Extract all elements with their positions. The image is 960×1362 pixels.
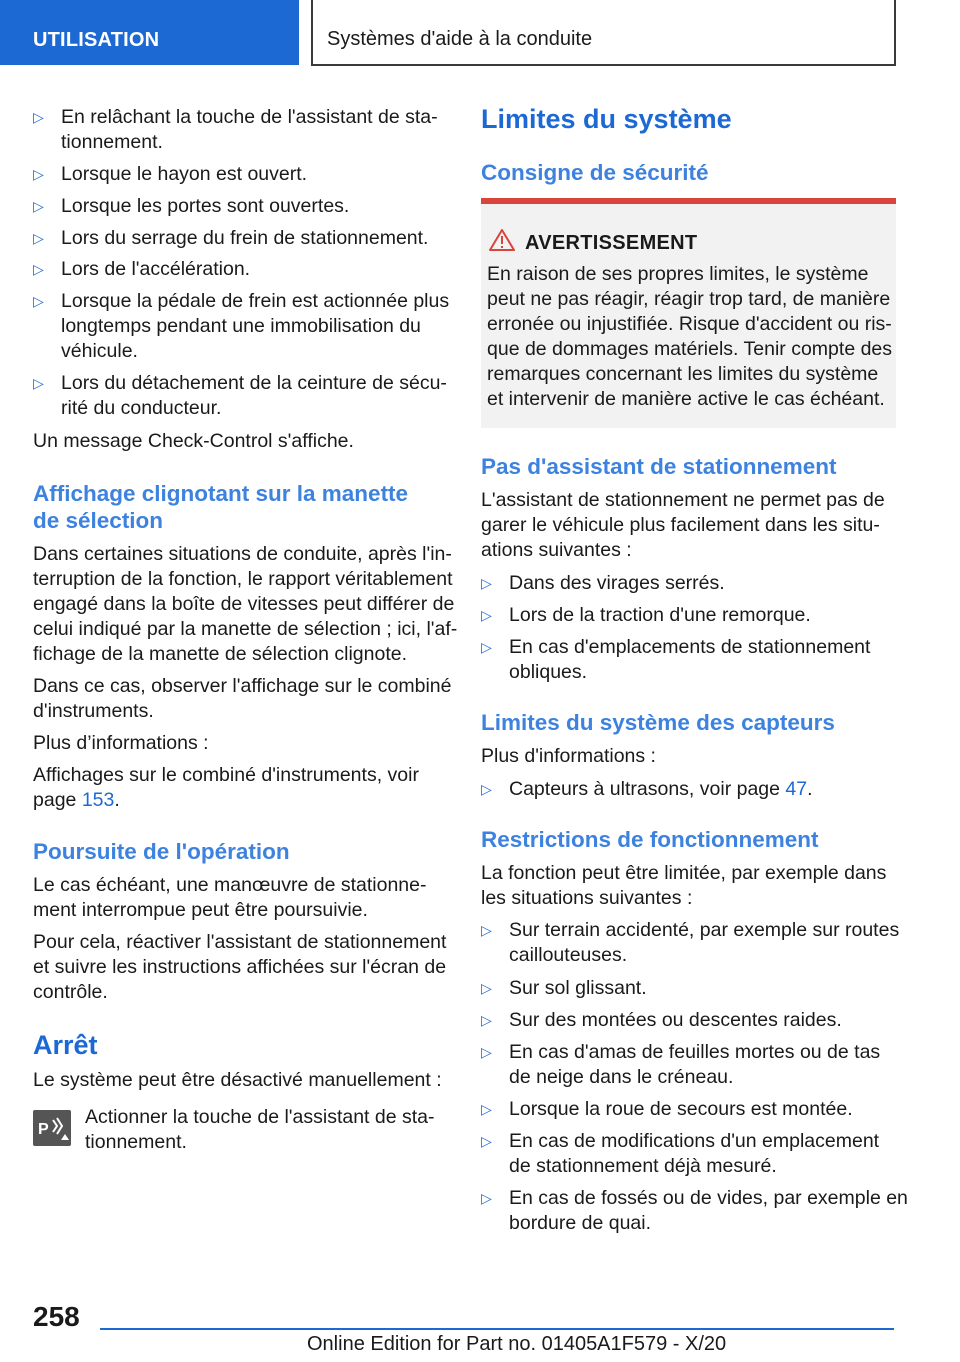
list-item: de stationnement déjà mesuré. <box>509 1155 777 1177</box>
page-ref-text: page <box>33 789 82 811</box>
body-text: terruption de la fonction, le rapport véritablement <box>33 568 453 590</box>
list-item: Lorsque les portes sont ouvertes. <box>61 195 350 217</box>
list-item: longtemps pendant une immobilisation du <box>61 315 421 337</box>
list-item: Lors de la traction d'une remorque. <box>509 604 811 626</box>
body-text: page 153. <box>33 789 120 811</box>
warning-text: En raison de ses propres limites, le système <box>487 263 869 285</box>
list-item: En cas d'amas de feuilles mortes ou de tas <box>509 1041 881 1063</box>
triangle-bullet-icon: ▷ <box>481 607 492 623</box>
section-tab <box>0 0 299 65</box>
body-text: ations suivantes : <box>481 539 632 561</box>
body-text: engagé dans la boîte de vitesses peut différer de <box>33 593 455 615</box>
list-item: de neige dans le créneau. <box>509 1066 734 1088</box>
parking-assistant-key-icon <box>33 1110 71 1146</box>
capteurs-ref-text: Capteurs à ultrasons, voir page <box>509 778 786 800</box>
heading-consigne: Consigne de sécurité <box>481 160 709 185</box>
list-item: Lorsque le hayon est ouvert. <box>61 163 308 185</box>
triangle-bullet-icon: ▷ <box>481 781 492 797</box>
triangle-bullet-icon: ▷ <box>481 1012 492 1028</box>
body-text: d'instruments. <box>33 700 154 722</box>
triangle-bullet-icon: ▷ <box>481 1044 492 1060</box>
heading-poursuite: Poursuite de l'opération <box>33 839 290 864</box>
list-item: En relâchant la touche de l'assistant de sta- <box>61 106 438 128</box>
list-item: tionnement. <box>61 131 163 153</box>
warning-box <box>481 198 896 428</box>
list-item: caillouteuses. <box>509 944 628 966</box>
warning-text: remarques concernant les limites du système <box>487 363 879 385</box>
list-item: Sur sol glissant. <box>509 977 647 999</box>
triangle-bullet-icon: ▷ <box>481 1133 492 1149</box>
page-link-153[interactable]: 153 <box>81 789 115 811</box>
list-item: En cas d'emplacements de stationnement <box>509 636 871 658</box>
body-text: fichage de la manette de sélection clignote. <box>33 643 407 665</box>
heading-affichage: Affichage clignotant sur la manette <box>33 481 409 506</box>
page-link-47[interactable]: 47 <box>785 778 808 800</box>
heading-limites: Limites du système <box>481 104 732 134</box>
body-text: celui indiqué par la manette de sélection ; ici, l'af- <box>33 618 458 640</box>
body-text: Affichages sur le combiné d'instruments, voir <box>33 764 419 786</box>
body-text: La fonction peut être limitée, par exemple dans <box>481 862 887 884</box>
list-item: Lors du détachement de la ceinture de sécu- <box>61 372 447 394</box>
warning-text: peut ne pas réagir, réagir trop tard, de manière <box>487 288 891 310</box>
list-item: rité du conducteur. <box>61 397 222 419</box>
chapter-tab <box>311 0 896 66</box>
triangle-bullet-icon: ▷ <box>481 1190 492 1206</box>
list-item: Sur terrain accidenté, par exemple sur routes <box>509 919 900 941</box>
triangle-bullet-icon: ▷ <box>481 639 492 655</box>
action-text: Actionner la touche de l'assistant de sta- <box>85 1106 435 1128</box>
triangle-bullet-icon: ▷ <box>33 293 44 309</box>
warning-text: et intervenir de manière active le cas échéant. <box>487 388 885 410</box>
warning-text: que de dommages matériels. Tenir compte des <box>487 338 893 360</box>
triangle-bullet-icon: ▷ <box>33 230 44 246</box>
list-item: bordure de quai. <box>509 1212 652 1234</box>
heading-restrictions: Restrictions de fonctionnement <box>481 827 819 852</box>
chapter-title: Systèmes d'aide à la conduite <box>327 28 593 50</box>
body-text: Plus d’informations : <box>33 732 209 754</box>
body-text: L'assistant de stationnement ne permet pas de <box>481 489 885 511</box>
triangle-bullet-icon: ▷ <box>481 980 492 996</box>
triangle-bullet-icon: ▷ <box>481 922 492 938</box>
body-text: contrôle. <box>33 981 108 1003</box>
list-item: Lorsque la pédale de frein est actionnée plus <box>61 290 450 312</box>
triangle-bullet-icon: ▷ <box>33 166 44 182</box>
page-number: 258 <box>33 1301 80 1332</box>
warning-triangle-icon <box>489 228 515 252</box>
triangle-bullet-icon: ▷ <box>481 1101 492 1117</box>
body-text: les situations suivantes : <box>481 887 693 909</box>
heading-pas-assistant: Pas d'assistant de stationnement <box>481 454 837 479</box>
list-item: En cas de fossés ou de vides, par exemple en <box>509 1187 908 1209</box>
list-item: En cas de modifications d'un emplacement <box>509 1130 880 1152</box>
list-item: Sur des montées ou descentes raides. <box>509 1009 842 1031</box>
body-text: Plus d'informations : <box>481 745 656 767</box>
svg-text:P: P <box>38 1121 49 1138</box>
body-text: ment interrompue peut être poursuivie. <box>33 899 368 921</box>
list-item: Lors de l'accélération. <box>61 258 251 280</box>
body-text: Le système peut être désactivé manuellement : <box>33 1069 442 1091</box>
list-item: Dans des virages serrés. <box>509 572 725 594</box>
triangle-bullet-icon: ▷ <box>33 261 44 277</box>
list-item: véhicule. <box>61 340 138 362</box>
body-text: garer le véhicule plus facilement dans les situ- <box>481 514 880 536</box>
body-text: et suivre les instructions affichées sur l'écran de <box>33 956 447 978</box>
triangle-bullet-icon: ▷ <box>33 198 44 214</box>
body-text: Le cas échéant, une manœuvre de stationne- <box>33 874 427 896</box>
list-item: Lors du serrage du frein de stationnement. <box>61 227 429 249</box>
triangle-bullet-icon: ▷ <box>33 109 44 125</box>
heading-capteurs: Limites du système des capteurs <box>481 710 835 735</box>
triangle-bullet-icon: ▷ <box>481 575 492 591</box>
list-item: Lorsque la roue de secours est montée. <box>509 1098 853 1120</box>
footer-divider <box>100 1328 894 1330</box>
list-item: Capteurs à ultrasons, voir page 47. <box>509 778 813 800</box>
body-text: Dans certaines situations de conduite, après l'in- <box>33 543 452 565</box>
body-text: Dans ce cas, observer l'affichage sur le combiné <box>33 675 452 697</box>
section-title: UTILISATION <box>33 29 160 51</box>
action-text: tionnement. <box>85 1131 187 1153</box>
heading-arret: Arrêt <box>33 1030 98 1060</box>
heading-affichage: de sélection <box>33 508 164 533</box>
warning-label: AVERTISSEMENT <box>525 232 698 254</box>
check-control-text: Un message Check-Control s'affiche. <box>33 430 354 452</box>
body-text: Pour cela, réactiver l'assistant de stationnement <box>33 931 447 953</box>
triangle-bullet-icon: ▷ <box>33 375 44 391</box>
list-item: obliques. <box>509 661 588 683</box>
warning-text: erronée ou injustifiée. Risque d'accident ou ris- <box>487 313 892 335</box>
footer-edition: Online Edition for Part no. 01405A1F579 - X/20 <box>307 1333 727 1355</box>
